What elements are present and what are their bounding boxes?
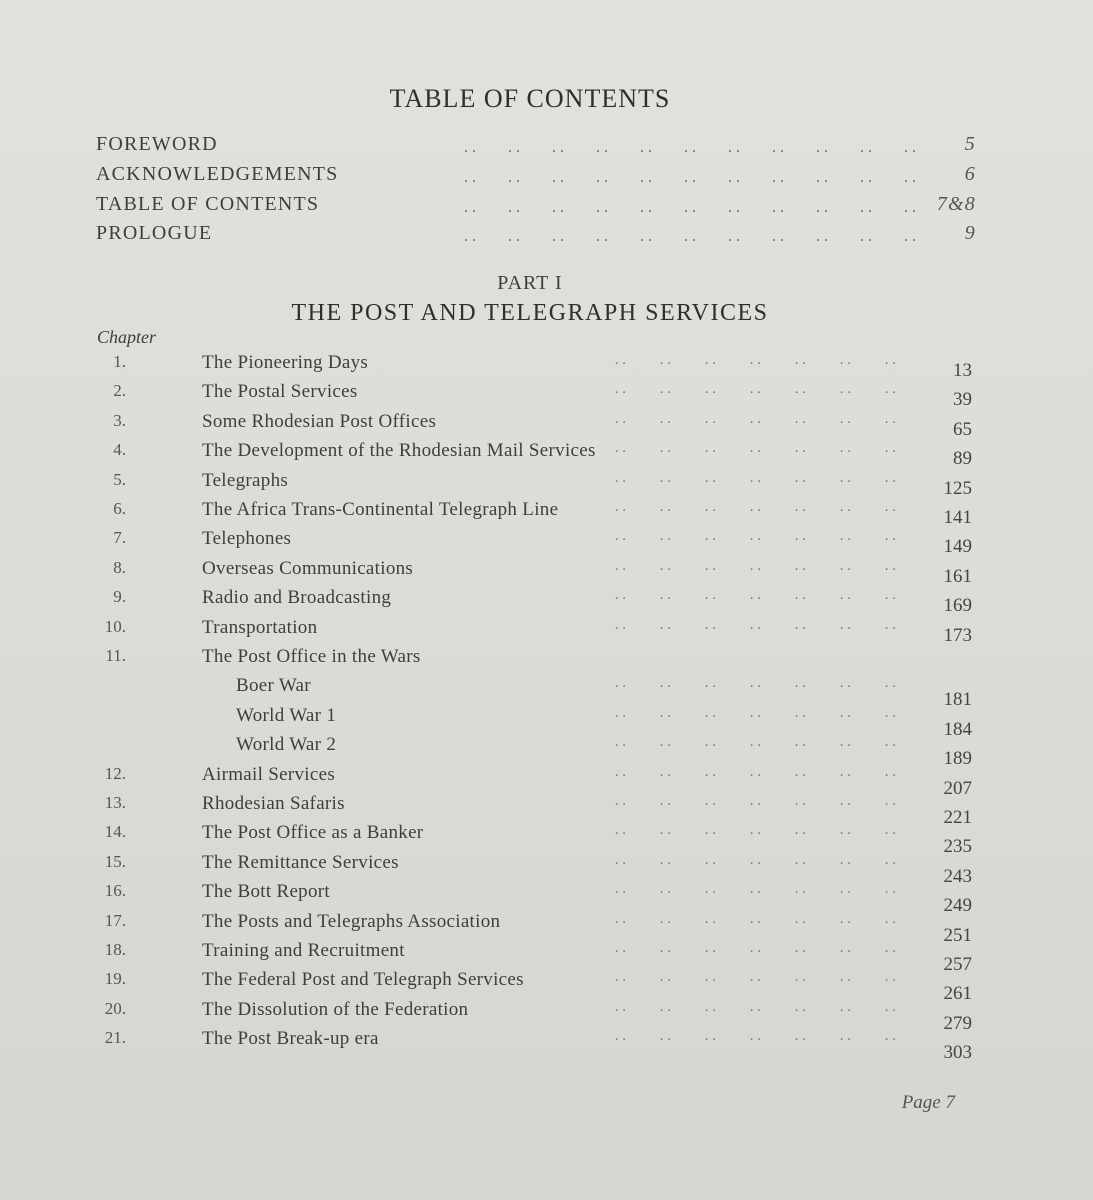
chapter-number: 21.: [104, 1028, 126, 1048]
chapter-page: 189: [943, 748, 972, 770]
chapter-title: The Remittance Services: [202, 851, 399, 873]
chapter-title: World War 1: [236, 704, 337, 726]
dot-leader: . . . . . . . . . . . . . .: [614, 910, 896, 927]
chapter-title: Training and Recruitment: [202, 940, 405, 961]
front-matter-page: 6: [964, 163, 976, 185]
chapter-number: 4.: [113, 440, 126, 460]
chapter-title: Radio and Broadcasting: [202, 587, 392, 609]
chapter-title: Overseas Communications: [202, 557, 414, 579]
chapter-row: [96, 969, 976, 1005]
chapter-page: 243: [943, 865, 972, 887]
chapter-page: 169: [943, 595, 972, 617]
chapter-page: 141: [943, 507, 972, 528]
chapter-number: 12.: [104, 763, 126, 783]
chapter-page: 149: [943, 536, 972, 558]
dot-leader: . . . . . . . . . . . . . .: [614, 587, 896, 604]
chapter-number: 9.: [113, 587, 126, 607]
chapter-title: The Development of the Rhodesian Mail Services: [202, 440, 596, 462]
chapter-title: The Postal Services: [202, 381, 358, 403]
chapter-number: 1.: [113, 352, 126, 371]
chapter-number: 16.: [104, 881, 126, 901]
chapter-title: The Posts and Telegraphs Association: [202, 910, 501, 932]
chapter-page: 161: [943, 565, 972, 587]
chapter-title: Boer War: [236, 675, 311, 697]
chapter-page: 173: [943, 624, 972, 646]
dot-leader: . . . . . . . . . . . . . . . . . . . . . .: [464, 139, 916, 156]
chapter-row: [96, 381, 976, 411]
sub-chapter-row: [96, 675, 976, 711]
chapter-number: 15.: [104, 851, 126, 871]
dot-leader: . . . . . . . . . . . . . .: [614, 381, 896, 398]
chapter-title: Airmail Services: [202, 763, 336, 785]
dot-leader: . . . . . . . . . . . . . .: [614, 793, 896, 809]
dot-leader: . . . . . . . . . . . . . .: [614, 940, 896, 956]
chapter-title: The Dissolution of the Federation: [202, 998, 469, 1020]
chapter-row: [96, 851, 976, 887]
dot-leader: . . . . . . . . . . . . . .: [614, 881, 896, 898]
dot-leader: . . . . . . . . . . . . . . . . . . . . . .: [464, 199, 916, 216]
sub-chapter-row: [96, 734, 976, 770]
chapter-page: 235: [943, 836, 972, 858]
chapter-row: [96, 763, 976, 799]
sub-chapter-row: [96, 704, 976, 740]
chapter-row: [96, 352, 976, 382]
chapter-row: [96, 587, 976, 617]
dot-leader: . . . . . . . . . . . . . .: [614, 499, 896, 515]
dot-leader: . . . . . . . . . . . . . .: [614, 1028, 896, 1045]
chapter-row: [96, 558, 976, 588]
page-number-footer: Page 7: [901, 1092, 955, 1113]
chapter-page: 89: [953, 448, 972, 470]
chapter-title: The Africa Trans-Continental Telegraph Line: [202, 499, 559, 520]
front-matter-label: ACKNOWLEDGEMENTS: [96, 163, 339, 185]
chapter-heading: Chapter: [97, 327, 157, 347]
dot-leader: . . . . . . . . . . . . . .: [614, 410, 896, 427]
chapter-row: [96, 793, 976, 828]
chapter-page: 303: [943, 1042, 972, 1064]
chapter-page: 39: [953, 389, 972, 411]
chapter-page: 249: [943, 895, 972, 917]
dot-leader: . . . . . . . . . . . . . .: [614, 851, 896, 868]
dot-leader: . . . . . . . . . . . . . .: [614, 734, 896, 751]
dot-leader: . . . . . . . . . . . . . .: [614, 469, 896, 486]
chapter-number: 17.: [104, 910, 126, 930]
chapter-number: 6.: [113, 499, 126, 518]
chapter-number: 7.: [113, 528, 126, 548]
front-matter-row: [96, 133, 976, 163]
chapter-page: 279: [943, 1012, 972, 1034]
chapter-page: 184: [943, 718, 972, 740]
chapter-number: 18.: [104, 940, 126, 959]
dot-leader: . . . . . . . . . . . . . .: [614, 998, 896, 1015]
chapter-row: [96, 881, 976, 917]
part-label: [0, 272, 1060, 295]
chapter-title: The Federal Post and Telegraph Services: [202, 969, 524, 991]
chapter-title: The Post Office in the Wars: [202, 646, 421, 667]
dot-leader: . . . . . . . . . . . . . .: [614, 616, 896, 633]
front-matter-row: [96, 222, 976, 252]
chapter-row: [96, 646, 976, 676]
chapter-number: 19.: [104, 969, 126, 989]
dot-leader: . . . . . . . . . . . . . .: [614, 969, 896, 986]
front-matter-page: 5: [964, 133, 976, 155]
dot-leader: . . . . . . . . . . . . . .: [614, 440, 896, 457]
chapter-page: 13: [953, 360, 972, 381]
chapter-row: [96, 411, 976, 441]
dot-leader: . . . . . . . . . . . . . .: [614, 704, 896, 721]
dot-leader: . . . . . . . . . . . . . .: [614, 557, 896, 574]
chapter-title: Transportation: [202, 616, 318, 638]
chapter-page: 221: [943, 807, 972, 828]
dot-leader: . . . . . . . . . . . . . .: [614, 763, 896, 780]
chapter-page: 261: [943, 983, 972, 1005]
chapter-row: [96, 940, 976, 975]
chapter-number: 13.: [104, 793, 126, 812]
dot-leader: . . . . . . . . . . . . . . . . . . . . . .: [464, 169, 916, 186]
chapter-page: 207: [943, 777, 972, 799]
chapter-title: Rhodesian Safaris: [202, 793, 345, 814]
chapter-row: [96, 822, 976, 858]
front-matter-label: TABLE OF CONTENTS: [96, 193, 320, 215]
chapter-page: 181: [943, 689, 972, 711]
chapter-title: Telephones: [202, 528, 292, 550]
chapter-title: World War 2: [236, 734, 337, 756]
front-matter-label: PROLOGUE: [96, 222, 213, 244]
chapter-title: The Post Office as a Banker: [202, 822, 424, 844]
chapter-title: Some Rhodesian Post Offices: [202, 410, 437, 432]
chapter-title: The Post Break-up era: [202, 1028, 379, 1050]
chapter-row: [96, 617, 976, 647]
dot-leader: . . . . . . . . . . . . . .: [614, 352, 896, 368]
chapter-number: 14.: [104, 822, 126, 842]
part-title: THE POST AND TELEGRAPH SERVICES: [291, 300, 769, 326]
chapter-number: 20.: [104, 998, 126, 1018]
chapter-title: The Pioneering Days: [202, 352, 369, 373]
chapter-page: 251: [943, 924, 972, 946]
front-matter-page: 9: [964, 222, 976, 244]
dot-leader: . . . . . . . . . . . . . .: [614, 675, 896, 692]
front-matter-label: FOREWORD: [96, 133, 218, 155]
front-matter-page: 7&8: [936, 193, 976, 215]
chapter-row: [96, 440, 976, 470]
chapter-page: 257: [943, 954, 972, 975]
chapter-page: 125: [943, 477, 972, 499]
chapter-number: 10.: [104, 616, 126, 636]
front-matter-row: [96, 193, 976, 223]
chapter-number: 8.: [113, 557, 126, 577]
chapter-number: 11.: [105, 646, 126, 665]
page-title: TABLE OF CONTENTS: [389, 84, 671, 113]
dot-leader: . . . . . . . . . . . . . .: [614, 822, 896, 839]
chapter-title: Telegraphs: [202, 469, 289, 491]
front-matter-row: [96, 163, 976, 193]
chapter-row: [96, 470, 976, 500]
chapter-number: 3.: [113, 410, 126, 430]
dot-leader: . . . . . . . . . . . . . .: [614, 528, 896, 545]
chapter-row: [96, 1028, 976, 1064]
chapter-row: [96, 998, 976, 1034]
chapter-number: 5.: [113, 469, 126, 489]
chapter-row: [96, 499, 976, 529]
chapter-row: [96, 910, 976, 946]
dot-leader: . . . . . . . . . . . . . . . . . . . . . .: [464, 228, 916, 245]
chapter-page: 65: [953, 418, 972, 440]
chapter-title: The Bott Report: [202, 881, 330, 903]
chapter-row: [96, 528, 976, 558]
chapter-number: 2.: [113, 381, 126, 401]
part-label-text: PART I: [497, 272, 563, 294]
